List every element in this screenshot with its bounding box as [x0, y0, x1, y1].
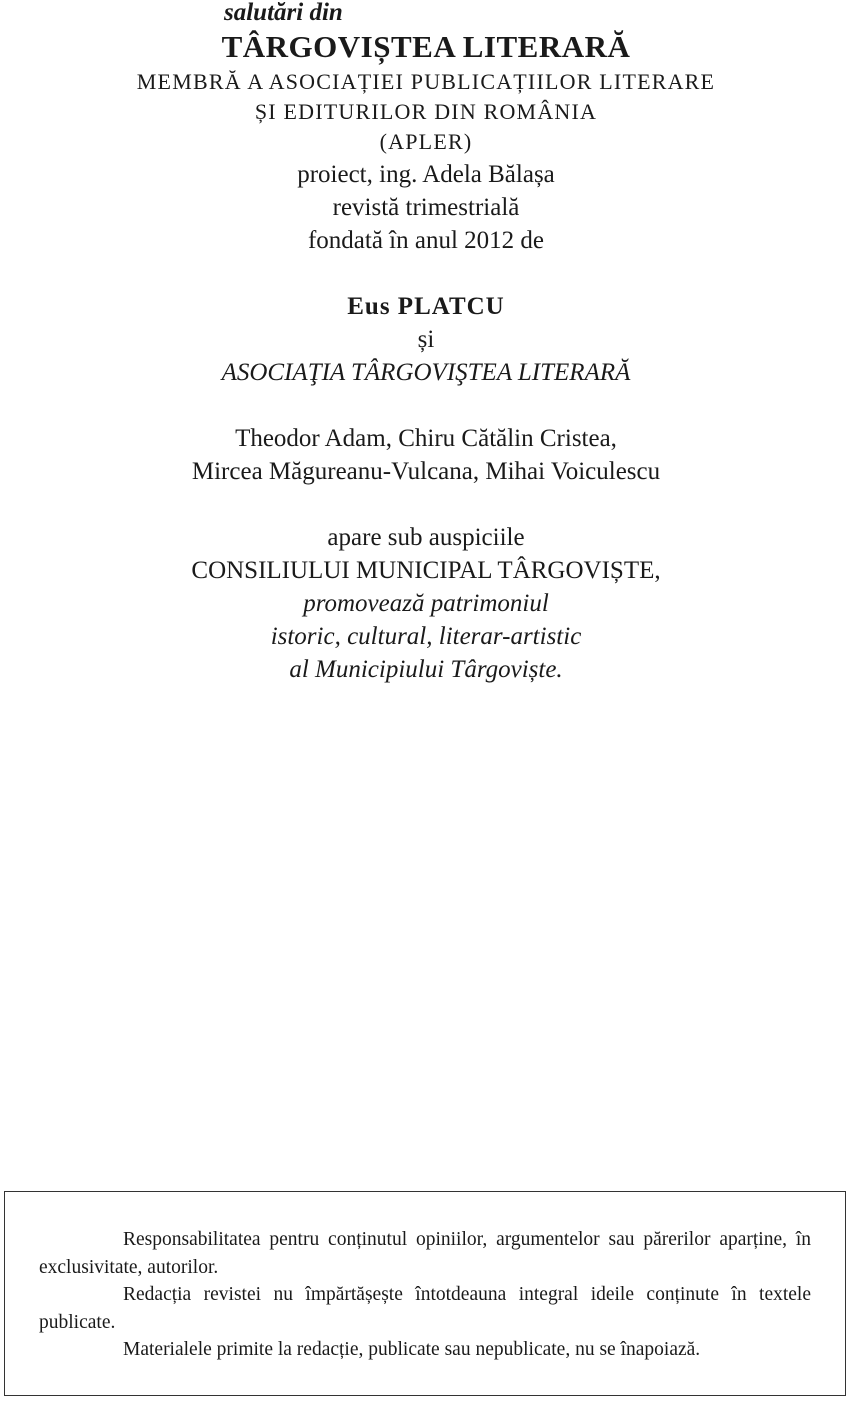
auspices-line-3: promovează patrimoniul: [303, 590, 549, 617]
disclaimer-box: [4, 1191, 846, 1396]
auspices-line-5: al Municipiului Târgoviște.: [289, 656, 563, 683]
collaborators-line-1: Theodor Adam, Chiru Cătălin Cristea,: [235, 425, 617, 452]
founder-conjunction: și: [417, 326, 435, 353]
disclaimer-paragraph-2: Redacția revistei nu împărtășește întotdeauna integral ideile conținute în textele publicate.: [39, 1284, 811, 1333]
founder-association: ASOCIAŢIA TÂRGOVIŞTEA LITERARĂ: [221, 359, 631, 386]
project-line: proiect, ing. Adela Bălașa: [297, 161, 555, 188]
greeting: salutări din: [224, 0, 343, 26]
auspices-line-2: CONSILIULUI MUNICIPAL TÂRGOVIȘTE,: [191, 557, 661, 584]
founded-line: fondată în anul 2012 de: [307, 227, 545, 254]
disclaimer-paragraph-3: Materialele primite la redacție, publicate sau nepublicate, nu se înapoiază.: [123, 1339, 701, 1360]
auspices-line-1: apare sub auspiciile: [327, 524, 525, 551]
publication-type: revistă trimestrială: [332, 194, 520, 221]
magazine-title: TÂRGOVIȘTEA LITERARĂ: [221, 29, 631, 64]
membership-line-2: ȘI EDITURILOR DIN ROMÂNIA: [254, 99, 598, 124]
membership-line-3: (APLER): [379, 129, 473, 154]
auspices-line-4: istoric, cultural, literar-artistic: [270, 623, 582, 650]
membership-line-1: MEMBRĂ A ASOCIAȚIEI PUBLICAȚIILOR LITERARE: [136, 69, 716, 94]
disclaimer-paragraph-1: Responsabilitatea pentru conținutul opiniilor, argumentelor sau părerilor aparține, în exclusivitate, autorilor.: [39, 1229, 811, 1278]
collaborators-line-2: Mircea Măgureanu-Vulcana, Mihai Voiculescu: [191, 458, 661, 485]
founder-name: Eus PLATCU: [347, 293, 505, 320]
